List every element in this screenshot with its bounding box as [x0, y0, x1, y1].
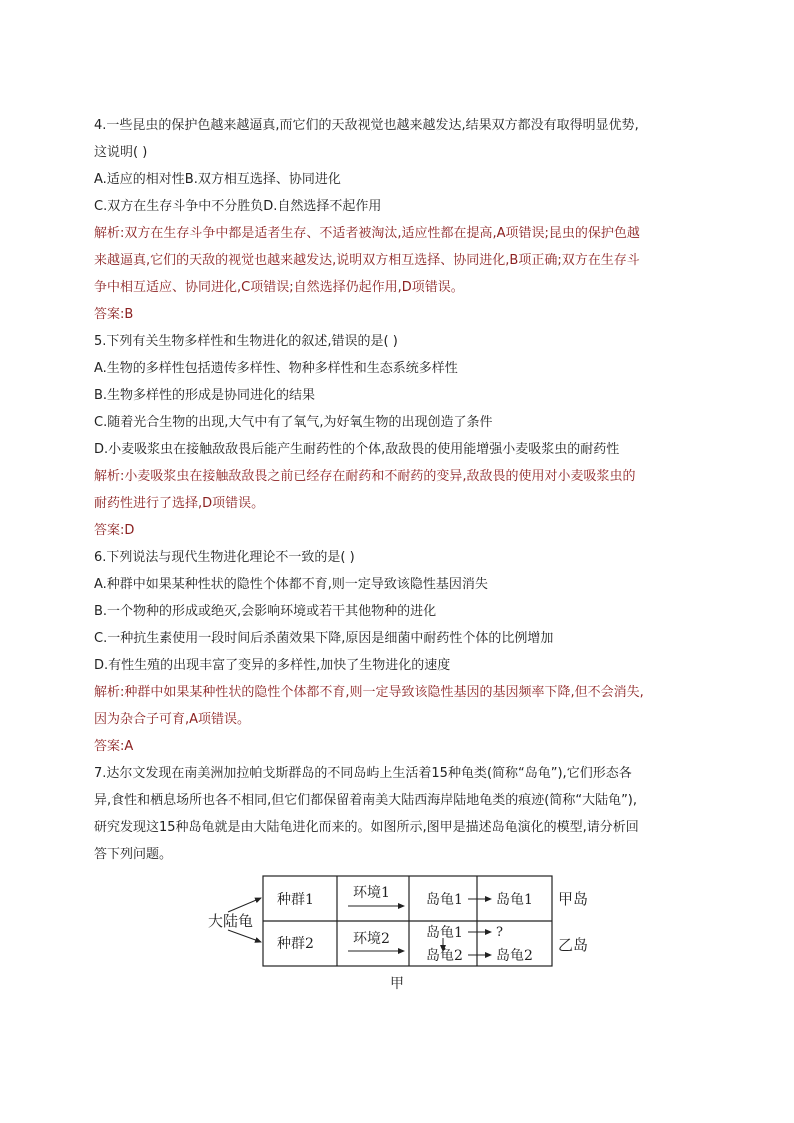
- island-a-label: 甲岛: [558, 890, 589, 908]
- q7-stem-line2: 异,食性和栖息场所也各不相同,但它们都保留着南美大陆西海岸陆地龟类的痕迹(简称“大陆龟”),: [94, 793, 638, 808]
- turtle-evolution-diagram: [206, 874, 598, 992]
- q5-answer: 答案:D: [94, 523, 135, 538]
- q6-option-a: A.种群中如果某种性状的隐性个体都不育,则一定导致该隐性基因消失: [94, 577, 488, 592]
- q5-option-c: C.随着光合生物的出现,大气中有了氧气,为好氧生物的出现创造了条件: [94, 415, 493, 430]
- environment-1-label: 环境1: [353, 885, 390, 901]
- island-turtle-1-result: 岛龟1: [496, 892, 533, 908]
- island-b-label: 乙岛: [558, 936, 589, 954]
- q4-options-ab: A.适应的相对性B.双方相互选择、协同进化: [94, 172, 341, 187]
- q7-stem-line4: 答下列问题。: [94, 847, 173, 862]
- island-turtle-2-result: 岛龟2: [496, 948, 533, 964]
- q6-option-d: D.有性生殖的出现丰富了变异的多样性,加快了生物进化的速度: [94, 658, 451, 673]
- q6-answer: 答案:A: [94, 739, 134, 754]
- q4-analysis-line1: 解析:双方在生存斗争中都是适者生存、不适者被淘汰,适应性都在提高,A项错误;昆虫的保护色越: [94, 226, 640, 241]
- q6-stem: 6.下列说法与现代生物进化理论不一致的是( ): [94, 550, 355, 565]
- q7-stem-line1: 7.达尔文发现在南美洲加拉帕戈斯群岛的不同岛屿上生活着15种龟类(简称“岛龟”),它们形态各: [94, 766, 632, 781]
- q6-analysis-line1: 解析:种群中如果某种性状的隐性个体都不育,则一定导致该隐性基因的基因频率下降,但不会消失,: [94, 685, 644, 700]
- arrow-to-pop2: [228, 930, 261, 942]
- unknown-outcome: ?: [496, 925, 503, 940]
- q6-option-c: C.一种抗生素使用一段时间后杀菌效果下降,原因是细菌中耐药性个体的比例增加: [94, 631, 554, 646]
- q5-option-b: B.生物多样性的形成是协同进化的结果: [94, 388, 316, 403]
- population-2-label: 种群2: [277, 936, 314, 952]
- q5-option-d: D.小麦吸浆虫在接触敌敌畏后能产生耐药性的个体,敌敌畏的使用能增强小麦吸浆虫的耐药性: [94, 442, 620, 457]
- q6-option-b: B.一个物种的形成或绝灭,会影响环境或若干其他物种的进化: [94, 604, 437, 619]
- diagram-caption: 甲: [390, 976, 404, 992]
- island-turtle-1-row1: 岛龟1: [426, 892, 463, 908]
- q4-stem-line1: 4.一些昆虫的保护色越来越逼真,而它们的天敌视觉也越来越发达,结果双方都没有取得明显优势,: [94, 118, 639, 133]
- q4-options-cd: C.双方在生存斗争中不分胜负D.自然选择不起作用: [94, 199, 382, 214]
- q5-analysis-line2: 耐药性进行了选择,D项错误。: [94, 496, 265, 511]
- q4-stem-line2: 这说明( ): [94, 145, 148, 160]
- q5-analysis-line1: 解析:小麦吸浆虫在接触敌敌畏之前已经存在耐药和不耐药的变异,敌敌畏的使用对小麦吸浆虫的: [94, 469, 636, 484]
- population-1-label: 种群1: [277, 892, 314, 908]
- q6-analysis-line2: 因为杂合子可育,A项错误。: [94, 712, 251, 727]
- arrow-to-pop1: [228, 898, 261, 912]
- q4-answer: 答案:B: [94, 307, 134, 322]
- q5-option-a: A.生物的多样性包括遗传多样性、物种多样性和生态系统多样性: [94, 361, 458, 376]
- island-turtle-1-row2: 岛龟1: [426, 925, 463, 941]
- island-turtle-2-row2: 岛龟2: [426, 948, 463, 964]
- q7-stem-line3: 研究发现这15种岛龟就是由大陆龟进化而来的。如图所示,图甲是描述岛龟演化的模型,请分析回: [94, 820, 639, 835]
- q5-stem: 5.下列有关生物多样性和生物进化的叙述,错误的是( ): [94, 334, 398, 349]
- mainland-turtle-label: 大陆龟: [208, 912, 254, 930]
- document-body: [94, 112, 706, 868]
- q4-analysis-line3: 争中相互适应、协同进化,C项错误;自然选择仍起作用,D项错误。: [94, 280, 464, 295]
- q4-analysis-line2: 来越逼真,它们的天敌的视觉也越来越发达,说明双方相互选择、协同进化,B项正确;双方在生存斗: [94, 253, 640, 268]
- environment-2-label: 环境2: [353, 931, 390, 947]
